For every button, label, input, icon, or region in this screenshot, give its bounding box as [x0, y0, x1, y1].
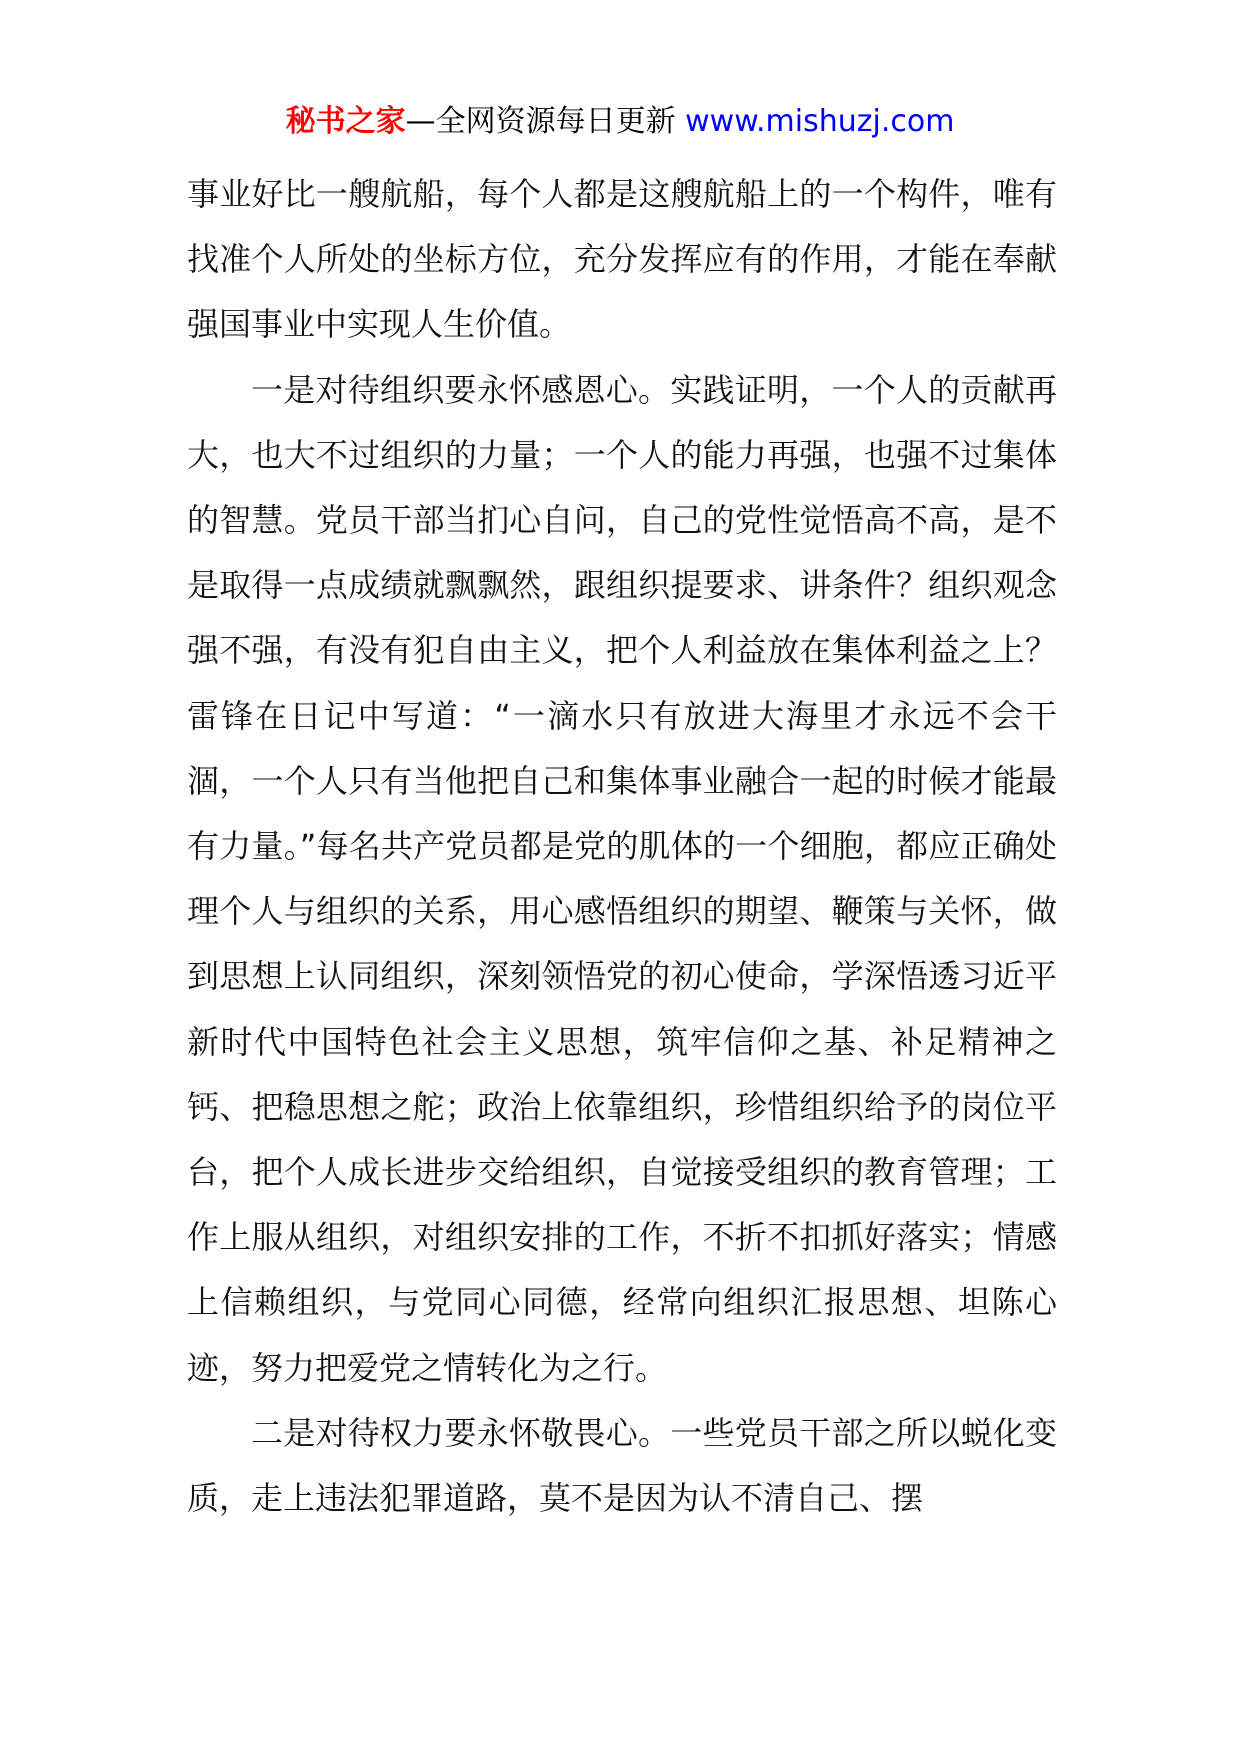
site-name: 秘书之家: [285, 104, 406, 139]
document-body: [187, 162, 1057, 1531]
header-tagline: —全网资源每日更新: [405, 104, 686, 139]
paragraph-power: 二是对待权力要永怀敬畏心。一些党员干部之所以蜕化变质，走上违法犯罪道路，莫不是因为认不清自己、摆: [187, 1413, 1057, 1518]
paragraph-intro: 事业好比一艘航船，每个人都是这艘航船上的一个构件，唯有找准个人所处的坐标方位，充分发挥应有的作用，才能在奉献强国事业中实现人生价值。: [187, 175, 1057, 344]
page-header: [0, 102, 1240, 142]
site-url-link[interactable]: www.mishuzj.com: [685, 104, 955, 139]
paragraph-organization: 一是对待组织要永怀感恩心。实践证明，一个人的贡献再大，也大不过组织的力量；一个人的能力再强，也强不过集体的智慧。党员干部当扪心自问，自己的党性觉悟高不高，是不是取得一点成绩就飘飘然，跟组织提要求、讲条件？组织观念强不强，有没有犯自由主义，把个人利益放在集体利益之上？雷锋在日记中写道：“一滴水只有放进大海里才永远不会干涸，一个人只有当他把自己和集体事业融合一起的时候才能最有力量。”每名共产党员都是党的肌体的一个细胞，都应正确处理个人与组织的关系，用心感悟组织的期望、鞭策与关怀，做到思想上认同组织，深刻领悟党的初心使命，学深悟透习近平新时代中国特色社会主义思想，筑牢信仰之基、补足精神之钙、把稳思想之舵；政治上依靠组织，珍惜组织给予的岗位平台，把个人成长进步交给组织，自觉接受组织的教育管理；工作上服从组织，对组织安排的工作，不折不扣抓好落实；情感上信赖组织，与党同心同德，经常向组织汇报思想、坦陈心迹，努力把爱党之情转化为之行。: [187, 370, 1057, 1387]
